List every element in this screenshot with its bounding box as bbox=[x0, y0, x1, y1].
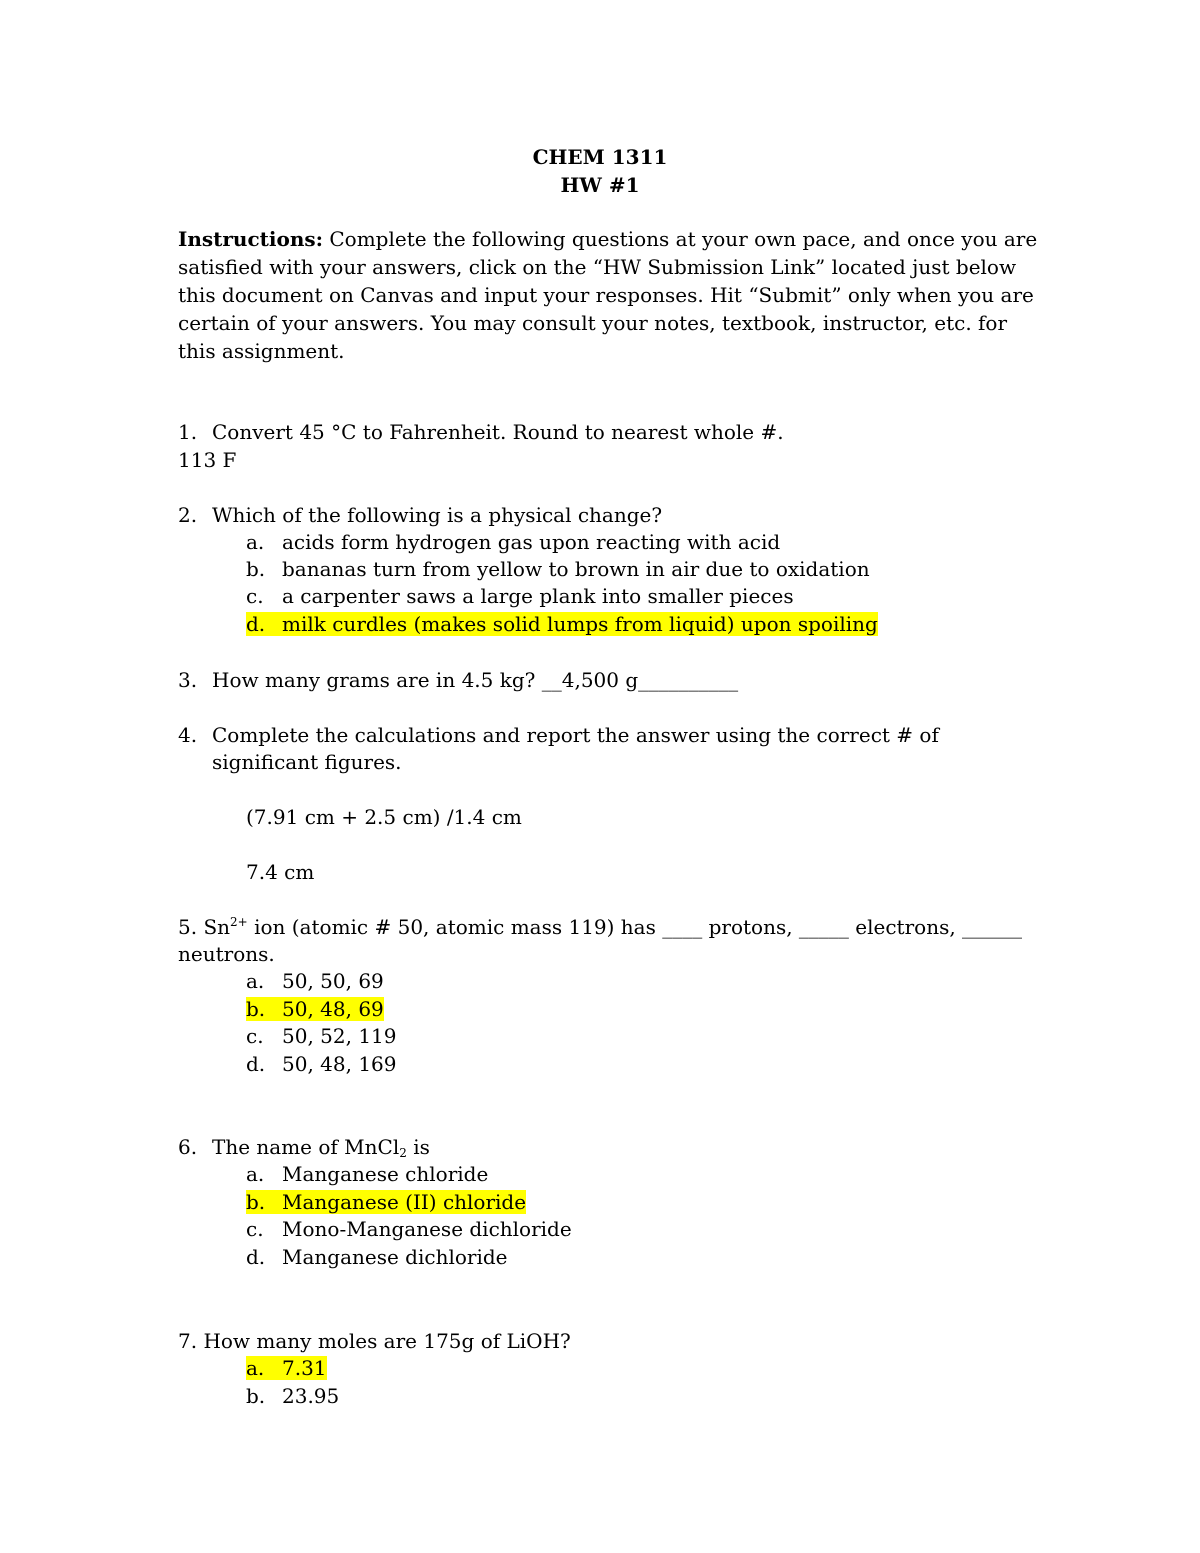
ion-charge: 2+ bbox=[230, 915, 248, 929]
option-text: 23.95 bbox=[282, 1384, 340, 1408]
question-5 bbox=[178, 914, 1022, 941]
option bbox=[246, 1244, 508, 1271]
option-letter: d. bbox=[246, 612, 266, 636]
option-text: 7.31 bbox=[282, 1356, 327, 1380]
option bbox=[246, 1383, 339, 1410]
option-letter: b. bbox=[246, 997, 266, 1021]
instructions-line-2: satisfied with your answers, click on the “HW Submission Link” located just below bbox=[178, 255, 1017, 279]
option-text: Manganese (II) chloride bbox=[282, 1190, 527, 1214]
instructions-line-3: this document on Canvas and input your responses. Hit “Submit” only when you are bbox=[178, 283, 1034, 307]
option-letter: a. bbox=[246, 530, 265, 554]
formula-subscript: 2 bbox=[399, 1146, 407, 1160]
instructions-label: Instructions: bbox=[178, 227, 324, 251]
expression: (7.91 cm + 2.5 cm) /1.4 cm bbox=[246, 805, 522, 829]
question-7: 7. How many moles are 175g of LiOH? bbox=[178, 1329, 571, 1353]
question-text: The name of MnCl bbox=[212, 1135, 400, 1159]
question-text: Which of the following is a physical change? bbox=[212, 503, 663, 527]
question-4 bbox=[178, 722, 939, 749]
option-text: Manganese chloride bbox=[282, 1162, 489, 1186]
question-3 bbox=[178, 667, 738, 694]
question-text: How many grams are in 4.5 kg? __4,500 g__________ bbox=[212, 668, 739, 692]
option-highlighted bbox=[246, 1355, 327, 1382]
question-6 bbox=[178, 1134, 430, 1161]
option-letter: d. bbox=[246, 1052, 266, 1076]
question-2 bbox=[178, 502, 662, 529]
option bbox=[246, 583, 794, 610]
option-letter: b. bbox=[246, 1384, 266, 1408]
option-text: a carpenter saws a large plank into smaller pieces bbox=[282, 584, 794, 608]
option bbox=[246, 1216, 572, 1243]
option-text: bananas turn from yellow to brown in air due to oxidation bbox=[282, 557, 870, 581]
course-title: CHEM 1311 bbox=[532, 145, 668, 169]
option-letter: c. bbox=[246, 1024, 264, 1048]
question-4-line-2: significant figures. bbox=[212, 750, 402, 774]
option-text: 50, 50, 69 bbox=[282, 969, 384, 993]
option-letter: a. bbox=[246, 969, 265, 993]
option-text: Mono-Manganese dichloride bbox=[282, 1217, 572, 1241]
option-text: Manganese dichloride bbox=[282, 1245, 508, 1269]
option-text: acids form hydrogen gas upon reacting with acid bbox=[282, 530, 781, 554]
option bbox=[246, 556, 870, 583]
option bbox=[246, 968, 384, 995]
option-letter: b. bbox=[246, 557, 266, 581]
option bbox=[246, 1023, 397, 1050]
answer-1: 113 F bbox=[178, 448, 237, 472]
option-text: 50, 48, 69 bbox=[282, 997, 384, 1021]
option bbox=[246, 529, 780, 556]
question-1 bbox=[178, 419, 784, 446]
question-number: 3. bbox=[178, 668, 198, 692]
question-5-line-2: neutrons. bbox=[178, 942, 275, 966]
question-text: ion (atomic # 50, atomic mass 119) has ____ protons, _____ electrons, ______ bbox=[247, 915, 1023, 939]
question-text: 5. Sn bbox=[178, 915, 231, 939]
instructions-line-4: certain of your answers. You may consult your notes, textbook, instructor, etc. for bbox=[178, 311, 1008, 335]
option-text: 50, 48, 169 bbox=[282, 1052, 397, 1076]
option-highlighted bbox=[246, 996, 384, 1023]
question-number: 6. bbox=[178, 1135, 198, 1159]
option-letter: c. bbox=[246, 1217, 264, 1241]
option bbox=[246, 1161, 488, 1188]
option-highlighted bbox=[246, 611, 878, 638]
option-highlighted bbox=[246, 1189, 526, 1216]
option-letter: a. bbox=[246, 1356, 265, 1380]
option-letter: d. bbox=[246, 1245, 266, 1269]
question-text: Convert 45 °C to Fahrenheit. Round to nearest whole #. bbox=[212, 420, 784, 444]
instructions-line-1 bbox=[178, 226, 1037, 253]
instructions-text: Complete the following questions at your own pace, and once you are bbox=[323, 227, 1038, 251]
instructions-line-5: this assignment. bbox=[178, 339, 345, 363]
option-text: milk curdles (makes solid lumps from liquid) upon spoiling bbox=[282, 612, 878, 636]
option-text: 50, 52, 119 bbox=[282, 1024, 397, 1048]
question-text: is bbox=[406, 1135, 430, 1159]
option-letter: c. bbox=[246, 584, 264, 608]
question-text: Complete the calculations and report the answer using the correct # of bbox=[212, 723, 939, 747]
question-number: 1. bbox=[178, 420, 198, 444]
option-letter: a. bbox=[246, 1162, 265, 1186]
option bbox=[246, 1051, 397, 1078]
assignment-title: HW #1 bbox=[560, 173, 640, 197]
question-number: 2. bbox=[178, 503, 198, 527]
option-letter: b. bbox=[246, 1190, 266, 1214]
answer-4: 7.4 cm bbox=[246, 860, 315, 884]
question-number: 4. bbox=[178, 723, 198, 747]
